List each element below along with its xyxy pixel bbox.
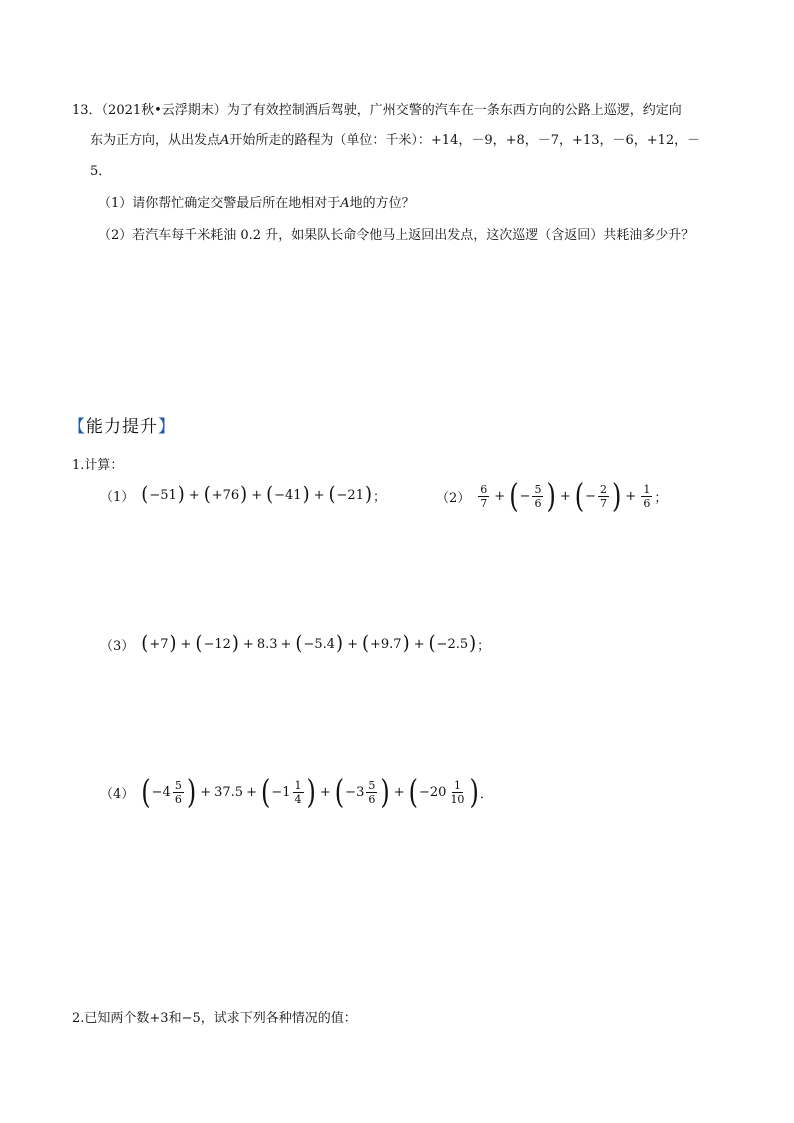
p2-value-2: −5 — [181, 1011, 201, 1026]
e2-op-3: + — [625, 488, 637, 504]
e4-math — [140, 773, 493, 811]
e3-term-3: 8.3 — [256, 636, 278, 652]
e2-end: ； — [654, 490, 668, 506]
e4-term-3: ( −1 $\frac{1}{4}$ ) — [260, 773, 316, 811]
q13-sub-1 — [98, 194, 415, 214]
e3-term-4: ( −5.4 ) — [295, 631, 344, 655]
e3-op-5: + — [413, 636, 425, 652]
p2-text-a: 2.已知两个数 — [72, 1011, 150, 1026]
e3-op-4: + — [347, 636, 358, 652]
e4-label: （4） — [100, 786, 135, 802]
e3-term-5: ( +9.7 ) — [361, 631, 410, 655]
e2-term-3: ( − $\frac{2}{7}$ ) — [574, 477, 622, 515]
e3-end: ； — [477, 638, 491, 654]
q13-sub-2: （2）若汽车每千米耗油 0.2 升，如果队长命令他马上返回出发点，这次巡逻（含返回）共耗油多少升？ — [98, 228, 695, 243]
q13-sub-1b: 地的方位？ — [349, 196, 415, 211]
e4-term-5: ( −20 $\frac{1}{10}$ ) — [408, 773, 479, 811]
e4-op-1: + — [200, 784, 212, 800]
point-a-ref: A — [340, 196, 350, 211]
e4-op-3: + — [319, 784, 331, 800]
e2-op-1: + — [494, 488, 506, 504]
q13-line-2 — [90, 131, 700, 151]
e1-term-1: ( −51 ) — [141, 482, 185, 506]
e1-end: ； — [373, 489, 387, 505]
p2-text — [72, 1009, 357, 1029]
e3-op-1: + — [180, 636, 192, 652]
p2-text-b: 和 — [168, 1011, 182, 1026]
e2-math — [476, 477, 668, 515]
q13-sub-1a: （1）请你帮忙确定交警最后所在地相对于 — [98, 196, 341, 211]
p1-expr-2 — [436, 476, 667, 516]
e4-op-2: + — [246, 784, 257, 800]
e1-term-2: ( +76 ) — [203, 482, 248, 506]
q13-line-2a: 东为正方向，从出发点 — [90, 133, 221, 148]
q13-line-1: 13．（2021秋•云浮期末）为了有效控制酒后驾驶，广州交警的汽车在一条东西方向的公路上巡逻，约定向 — [72, 103, 682, 118]
e3-op-3: + — [280, 636, 292, 652]
e4-end: ． — [479, 786, 493, 802]
p1-title: 1.计算： — [72, 458, 124, 473]
e4-op-4: + — [393, 784, 405, 800]
section-bracket-right: 】 — [158, 417, 176, 437]
point-a: A — [220, 133, 230, 148]
e1-term-4: ( −21 ) — [328, 482, 372, 506]
section-title: 能力提升 — [86, 417, 158, 437]
e3-term-6: ( −2.5 ) — [428, 631, 477, 655]
e1-op-2: + — [251, 487, 263, 503]
e4-term-4: ( −3 $\frac{5}{6}$ ) — [334, 773, 390, 811]
q13-line-2b: 开始所走的路程为（单位：千米）：+14，－9，+8，－7，+13，－6，+12，－ — [229, 133, 701, 148]
p1-expr-4 — [100, 772, 493, 812]
e3-label: （3） — [100, 638, 135, 654]
e3-math — [140, 631, 491, 655]
e1-term-3: ( −41 ) — [266, 482, 310, 506]
p1-expr-3 — [100, 632, 490, 656]
e2-frac-4: $\frac{1}{6}$ — [643, 482, 651, 510]
e2-label: （2） — [436, 490, 471, 506]
e1-math — [140, 482, 387, 506]
e3-op-2: + — [242, 636, 254, 652]
e1-label: （1） — [100, 489, 135, 505]
q13-line-3: 5． — [90, 164, 112, 179]
p1-expr-1 — [100, 483, 386, 507]
e4-term-1: ( −4 $\frac{5}{6}$ ) — [141, 773, 197, 811]
section-bracket-left: 【 — [68, 417, 86, 437]
e3-term-2: ( −12 ) — [195, 631, 239, 655]
e1-op-3: + — [313, 487, 325, 503]
e2-term-2: ( − $\frac{5}{6}$ ) — [509, 477, 556, 515]
e4-term-2: 37.5 — [214, 784, 244, 800]
section-heading — [68, 412, 176, 437]
e2-op-2: + — [559, 488, 571, 504]
e3-term-1: ( +7 ) — [141, 631, 177, 655]
e1-op-1: + — [188, 487, 200, 503]
p2-value-1: +3 — [149, 1011, 169, 1026]
e2-frac-1: $\frac{6}{7}$ — [480, 482, 488, 510]
p2-text-c: ，试求下列各种情况的值： — [200, 1011, 357, 1026]
